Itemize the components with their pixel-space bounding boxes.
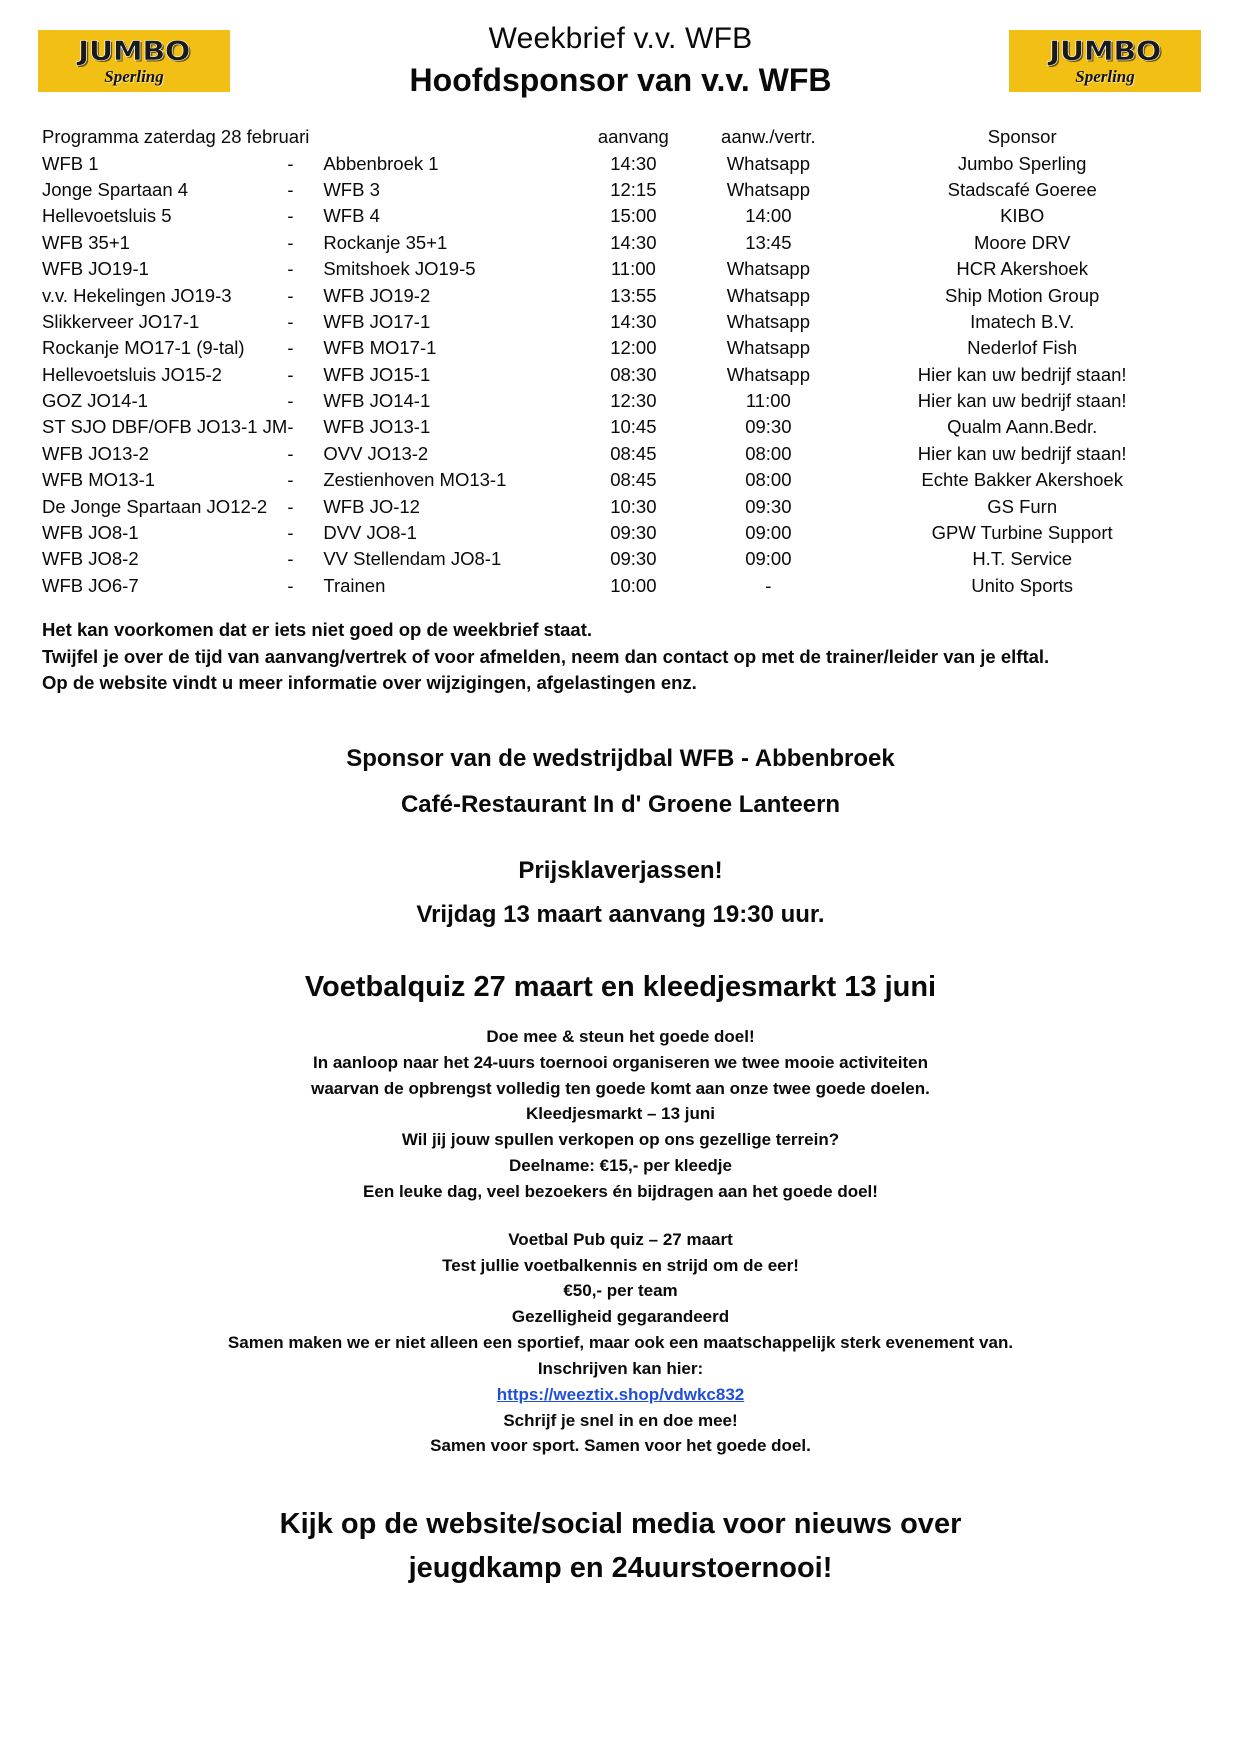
- program-section: [0, 124, 1241, 599]
- pubquiz-line-4: Gezelligheid gegarandeerd: [511, 1307, 730, 1327]
- cell-home-team: Hellevoetsluis JO15-2: [42, 363, 222, 385]
- cell-home-team: WFB JO13-2: [42, 442, 149, 464]
- cell-home-team: WFB JO8-2: [42, 548, 139, 570]
- jumbo-wordmark: JUMBO: [1049, 35, 1161, 67]
- cell-dash: -: [287, 548, 294, 570]
- cell-aanvang: 09:30: [610, 548, 657, 570]
- cell-vertrek: -: [765, 574, 772, 596]
- table-row: [42, 362, 1201, 388]
- table-row: [42, 441, 1201, 467]
- cell-sponsor: GS Furn: [987, 495, 1058, 517]
- cell-home-team: v.v. Hekelingen JO19-3: [42, 284, 232, 306]
- column-header-aanvang: aanvang: [597, 126, 669, 148]
- cell-dash: -: [287, 284, 294, 306]
- cell-aanvang: 14:30: [610, 310, 657, 332]
- notice-block: [0, 599, 1241, 697]
- cell-away-team: VV Stellendam JO8-1: [323, 548, 502, 570]
- cell-away-team: Trainen: [323, 574, 386, 596]
- table-row: [42, 203, 1201, 229]
- table-row: [42, 335, 1201, 361]
- cell-sponsor: Imatech B.V.: [970, 310, 1075, 332]
- pubquiz-line-2: Test jullie voetbalkennis en strijd om de eer!: [442, 1255, 799, 1275]
- cell-sponsor: Ship Motion Group: [945, 284, 1100, 306]
- cell-away-team: WFB JO14-1: [323, 390, 431, 412]
- cell-dash: -: [287, 310, 294, 332]
- cell-aanvang: 10:30: [610, 495, 657, 517]
- matchball-section: [0, 745, 1241, 819]
- table-header-row: [42, 124, 1201, 150]
- page-header: [0, 0, 1241, 112]
- page-title: Weekbrief v.v. WFB: [488, 22, 753, 55]
- cell-aanvang: 13:55: [610, 284, 657, 306]
- cell-vertrek: 09:30: [745, 495, 792, 517]
- cell-vertrek: 14:00: [745, 205, 792, 227]
- cell-home-team: WFB JO19-1: [42, 258, 149, 280]
- cell-dash: -: [287, 337, 294, 359]
- cell-away-team: WFB 3: [323, 178, 380, 200]
- page-subtitle: Hoofdsponsor van v.v. WFB: [409, 62, 832, 98]
- cell-vertrek: 09:00: [745, 522, 792, 544]
- cell-sponsor: Qualm Aann.Bedr.: [947, 416, 1098, 438]
- cell-aanvang: 08:45: [610, 442, 657, 464]
- cell-sponsor: Nederlof Fish: [967, 337, 1078, 359]
- cell-vertrek: Whatsapp: [726, 363, 810, 385]
- events-spacer: [0, 1205, 1241, 1227]
- cell-aanvang: 08:45: [610, 469, 657, 491]
- jumbo-wordmark: JUMBO: [78, 35, 190, 67]
- sperling-wordmark: Sperling: [1075, 66, 1135, 86]
- cell-aanvang: 14:30: [610, 152, 657, 174]
- cell-away-team: WFB JO19-2: [323, 284, 431, 306]
- events-signup-link[interactable]: [0, 1382, 1241, 1408]
- cell-away-team: WFB JO15-1: [323, 363, 431, 385]
- cell-aanvang: 12:30: [610, 390, 657, 412]
- cell-sponsor: KIBO: [1000, 205, 1045, 227]
- cell-vertrek: Whatsapp: [726, 284, 810, 306]
- table-row: [42, 177, 1201, 203]
- cell-away-team: Zestienhoven MO13-1: [323, 469, 507, 491]
- table-row: [42, 230, 1201, 256]
- cell-away-team: Rockanje 35+1: [323, 231, 448, 253]
- cell-home-team: ST SJO DBF/OFB JO13-1 JM: [42, 416, 288, 438]
- cell-sponsor: Hier kan uw bedrijf staan!: [917, 390, 1127, 412]
- table-row: [42, 520, 1201, 546]
- jumbo-sperling-logo-left: [38, 30, 230, 92]
- cell-away-team: OVV JO13-2: [323, 442, 429, 464]
- cell-aanvang: 11:00: [610, 258, 656, 280]
- cell-sponsor: Stadscafé Goeree: [947, 178, 1097, 200]
- cell-vertrek: Whatsapp: [726, 310, 810, 332]
- cell-away-team: DVV JO8-1: [323, 522, 417, 544]
- cell-home-team: WFB 35+1: [42, 231, 130, 253]
- table-row: [42, 150, 1201, 176]
- footer-block: [0, 1503, 1241, 1590]
- events-intro-block: [0, 1024, 1241, 1205]
- events-outro-line-2: Samen voor sport. Samen voor het goede doel.: [430, 1436, 811, 1456]
- cell-home-team: De Jonge Spartaan JO12-2: [42, 495, 268, 517]
- cell-aanvang: 09:30: [610, 522, 657, 544]
- cell-dash: -: [287, 205, 294, 227]
- pubquiz-line-3: €50,- per team: [563, 1281, 678, 1301]
- cell-away-team: WFB JO-12: [323, 495, 420, 517]
- cell-vertrek: Whatsapp: [726, 178, 810, 200]
- cell-sponsor: GPW Turbine Support: [931, 522, 1113, 544]
- weeztix-url[interactable]: https://weeztix.shop/vdwkc832: [496, 1384, 745, 1404]
- cell-home-team: Hellevoetsluis 5: [42, 205, 172, 227]
- cell-sponsor: Echte Bakker Akershoek: [921, 469, 1123, 491]
- cell-away-team: WFB JO13-1: [323, 416, 431, 438]
- notice-line-3: Op de website vindt u meer informatie over wijzigingen, afgelastingen enz.: [42, 672, 697, 694]
- cell-vertrek: Whatsapp: [726, 337, 810, 359]
- cell-sponsor: Jumbo Sperling: [957, 152, 1087, 174]
- cell-dash: -: [287, 442, 294, 464]
- cell-sponsor: HCR Akershoek: [956, 258, 1088, 280]
- table-row: [42, 493, 1201, 519]
- cell-aanvang: 14:30: [610, 231, 657, 253]
- cell-dash: -: [287, 469, 294, 491]
- cell-dash: -: [287, 390, 294, 412]
- cell-dash: -: [287, 574, 294, 596]
- cell-vertrek: 09:00: [745, 548, 792, 570]
- matchball-sponsor-name: Café-Restaurant In d' Groene Lanteern: [400, 790, 841, 818]
- table-row: [42, 573, 1201, 599]
- klaverjassen-section: [0, 857, 1241, 929]
- cell-sponsor: Unito Sports: [971, 574, 1074, 596]
- footer-line-2: jeugdkamp en 24uurstoernooi!: [408, 1551, 833, 1584]
- cell-vertrek: 13:45: [745, 231, 792, 253]
- cell-home-team: Rockanje MO17-1 (9-tal): [42, 337, 245, 359]
- events-pubquiz-block: [0, 1227, 1241, 1459]
- cell-vertrek: 08:00: [745, 442, 792, 464]
- cell-home-team: Slikkerveer JO17-1: [42, 310, 200, 332]
- program-table: [42, 124, 1201, 599]
- cell-vertrek: Whatsapp: [726, 152, 810, 174]
- cell-vertrek: Whatsapp: [726, 258, 810, 280]
- cell-home-team: GOZ JO14-1: [42, 390, 148, 412]
- kleedjesmarkt-line-1: Kleedjesmarkt – 13 juni: [526, 1104, 715, 1124]
- cell-dash: -: [287, 258, 294, 280]
- column-header-sponsor: Sponsor: [987, 126, 1057, 148]
- table-row: [42, 467, 1201, 493]
- table-row: [42, 256, 1201, 282]
- cell-aanvang: 10:00: [610, 574, 657, 596]
- table-row: [42, 546, 1201, 572]
- events-intro-line-3: waarvan de opbrengst volledig ten goede komt aan onze twee goede doelen.: [311, 1078, 930, 1098]
- cell-away-team: Smitshoek JO19-5: [323, 258, 476, 280]
- cell-home-team: WFB 1: [42, 152, 99, 174]
- cell-vertrek: 11:00: [745, 390, 791, 412]
- column-header-programma: Programma zaterdag 28 februari: [42, 126, 310, 148]
- pubquiz-line-6: Inschrijven kan hier:: [537, 1358, 704, 1378]
- cell-aanvang: 15:00: [610, 205, 657, 227]
- pubquiz-line-1: Voetbal Pub quiz – 27 maart: [508, 1229, 733, 1249]
- sperling-wordmark: Sperling: [104, 66, 164, 86]
- notice-line-2: Twijfel je over de tijd van aanvang/vertrek of voor afmelden, neem dan contact op met de trainer/leider van je elftal.: [42, 645, 1050, 667]
- cell-away-team: WFB 4: [323, 205, 380, 227]
- events-intro-line-1: Doe mee & steun het goede doel!: [486, 1026, 755, 1046]
- cell-dash: -: [287, 178, 294, 200]
- cell-sponsor: H.T. Service: [972, 548, 1073, 570]
- cell-home-team: WFB JO8-1: [42, 522, 139, 544]
- kleedjesmarkt-line-2: Wil jij jouw spullen verkopen op ons gezellige terrein?: [401, 1130, 840, 1150]
- events-heading: Voetbalquiz 27 maart en kleedjesmarkt 13 juni: [304, 970, 937, 1003]
- cell-away-team: WFB JO17-1: [323, 310, 431, 332]
- cell-away-team: Abbenbroek 1: [323, 152, 439, 174]
- cell-away-team: WFB MO17-1: [323, 337, 437, 359]
- cell-vertrek: 09:30: [745, 416, 792, 438]
- pubquiz-line-5: Samen maken we er niet alleen een sportief, maar ook een maatschappelijk sterk evenement van.: [227, 1333, 1014, 1353]
- cell-sponsor: Hier kan uw bedrijf staan!: [917, 363, 1127, 385]
- cell-aanvang: 12:00: [610, 337, 657, 359]
- kleedjesmarkt-line-3: Deelname: €15,- per kleedje: [508, 1156, 732, 1176]
- cell-sponsor: Moore DRV: [974, 231, 1071, 253]
- cell-home-team: WFB JO6-7: [42, 574, 139, 596]
- events-outro-line-1: Schrijf je snel in en doe mee!: [503, 1410, 738, 1430]
- cell-aanvang: 08:30: [610, 363, 657, 385]
- table-row: [42, 414, 1201, 440]
- notice-line-1: Het kan voorkomen dat er iets niet goed op de weekbrief staat.: [42, 619, 593, 641]
- klaverjassen-heading: Prijsklaverjassen!: [518, 856, 723, 884]
- table-row: [42, 282, 1201, 308]
- jumbo-sperling-logo-right: [1009, 30, 1201, 92]
- footer-line-1: Kijk op de website/social media voor nieuws over: [279, 1508, 962, 1541]
- cell-vertrek: 08:00: [745, 469, 792, 491]
- cell-dash: -: [287, 231, 294, 253]
- cell-home-team: WFB MO13-1: [42, 469, 156, 491]
- cell-dash: -: [287, 522, 294, 544]
- matchball-heading: Sponsor van de wedstrijdbal WFB - Abbenbroek: [346, 744, 895, 772]
- cell-dash: -: [287, 152, 294, 174]
- table-row: [42, 388, 1201, 414]
- cell-dash: -: [287, 363, 294, 385]
- kleedjesmarkt-line-4: Een leuke dag, veel bezoekers én bijdragen aan het goede doel!: [363, 1181, 878, 1201]
- cell-dash: -: [287, 416, 294, 438]
- cell-sponsor: Hier kan uw bedrijf staan!: [917, 442, 1127, 464]
- cell-aanvang: 10:45: [610, 416, 657, 438]
- table-row: [42, 309, 1201, 335]
- events-intro-line-2: In aanloop naar het 24-uurs toernooi organiseren we twee mooie activiteiten: [313, 1052, 928, 1072]
- cell-aanvang: 12:15: [610, 178, 657, 200]
- klaverjassen-details: Vrijdag 13 maart aanvang 19:30 uur.: [416, 900, 825, 928]
- column-header-vertrek: aanw./vertr.: [721, 126, 816, 148]
- events-section: [0, 971, 1241, 1459]
- cell-home-team: Jonge Spartaan 4: [42, 178, 189, 200]
- cell-dash: -: [287, 495, 294, 517]
